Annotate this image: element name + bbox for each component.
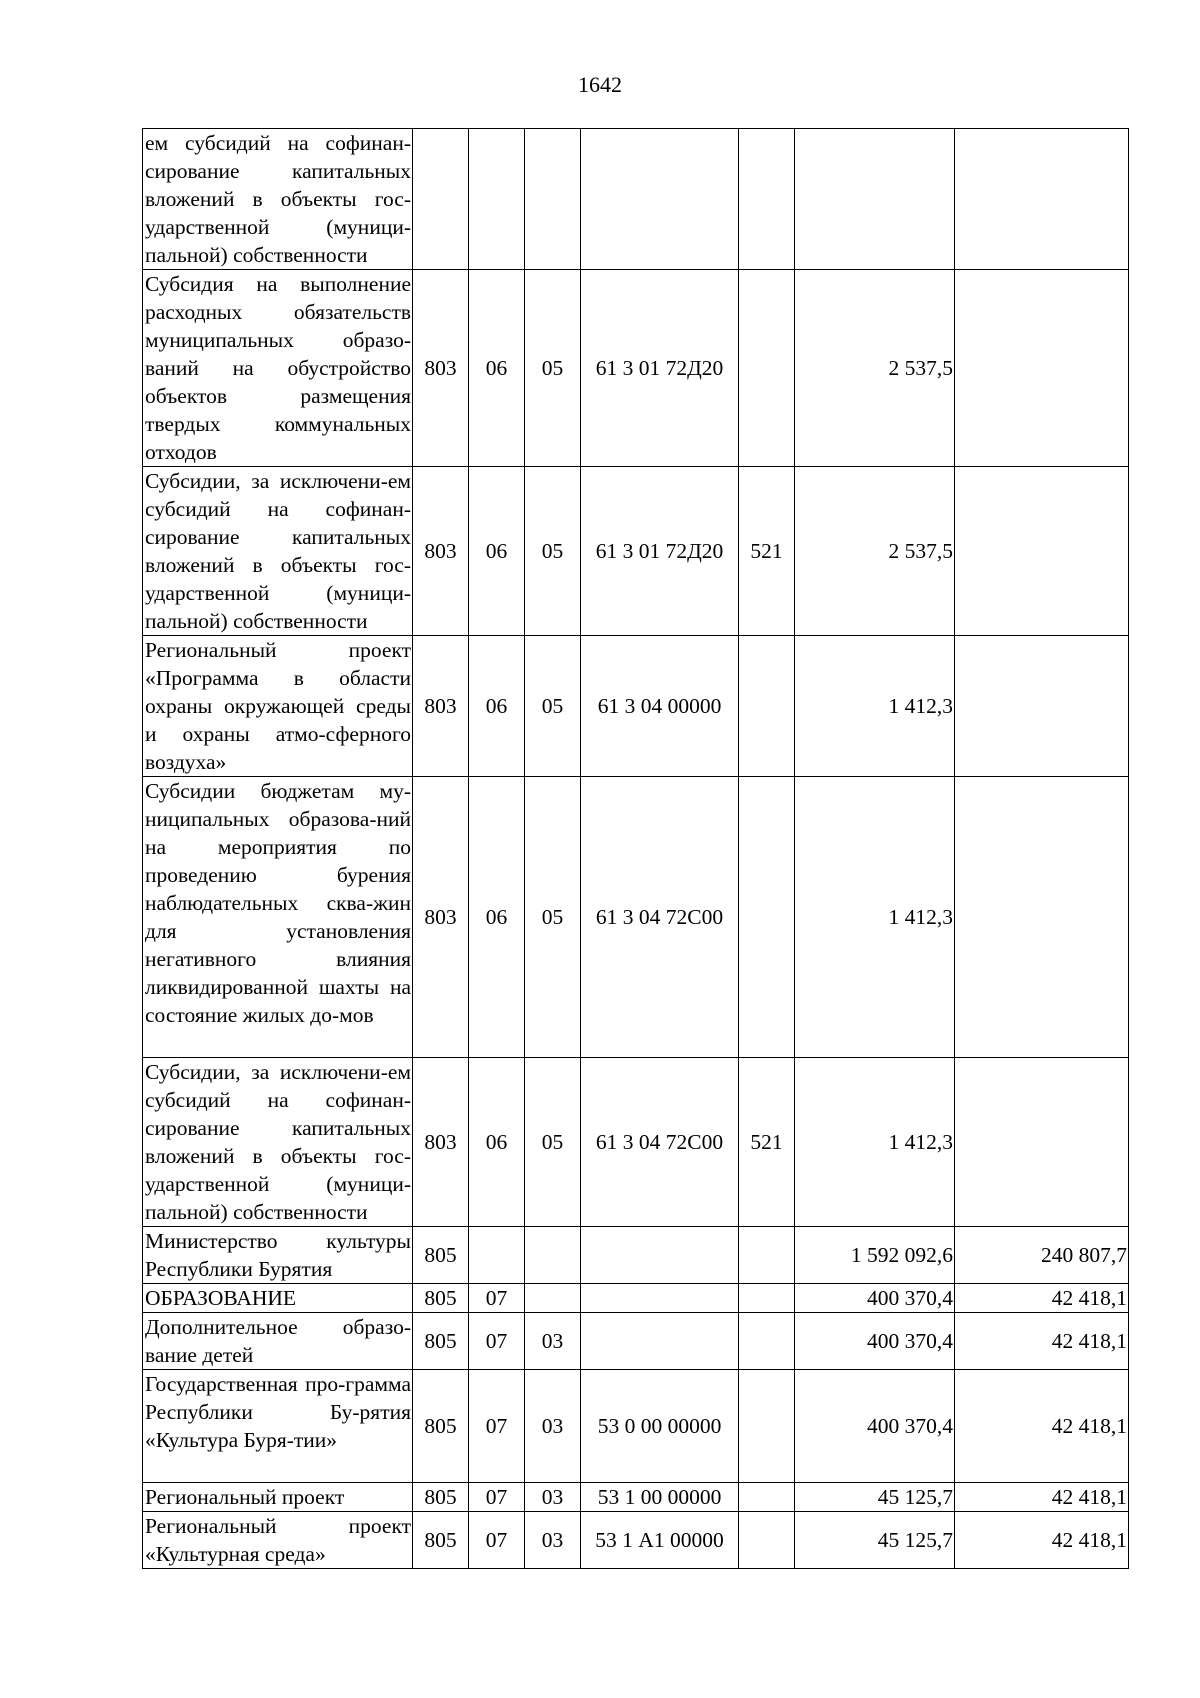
table-row [143,1370,1129,1483]
ministry-code: 805 [413,1512,469,1569]
section-code: 06 [469,1058,525,1227]
table-row [143,1284,1129,1313]
ministry-code: 805 [413,1370,469,1483]
expense-type [739,1483,795,1512]
row-name: Дополнительное образо-вание детей [143,1313,413,1370]
row-name: Субсидии, за исключени-ем субсидий на софинан-сирование капитальных вложений в объекты гос-ударственной (муници-пальной) собственности [143,1058,413,1227]
ministry-code: 803 [413,1058,469,1227]
subsection-code: 05 [525,777,581,1058]
row-name: Министерство культуры Республики Бурятия [143,1227,413,1284]
ministry-code [413,129,469,270]
row-name: Субсидии, за исключени-ем субсидий на софинан-сирование капитальных вложений в объекты гос-ударственной (муници-пальной) собственности [143,467,413,636]
expense-type [739,1227,795,1284]
expense-type [739,1370,795,1483]
amount-1: 45 125,7 [795,1483,955,1512]
amount-2 [955,777,1129,1058]
amount-2 [955,270,1129,467]
table-body [143,129,1129,1569]
amount-1: 45 125,7 [795,1512,955,1569]
target-article: 61 3 04 72С00 [581,1058,739,1227]
table-row [143,636,1129,777]
subsection-code [525,1227,581,1284]
target-article: 61 3 01 72Д20 [581,270,739,467]
table-row [143,1313,1129,1370]
row-name: ем субсидий на софинан-сирование капитальных вложений в объекты гос-ударственной (муници-пальной) собственности [143,129,413,270]
amount-1 [795,129,955,270]
ministry-code: 803 [413,777,469,1058]
table-row [143,777,1129,1058]
row-name: Субсидии бюджетам му-ниципальных образова-ний на мероприятия по проведению бурения наблюдательных сква-жин для установления негативного влияния ликвидированной шахты на состояние жилых до-мов [143,777,413,1058]
section-code: 07 [469,1370,525,1483]
ministry-code: 803 [413,636,469,777]
amount-2 [955,636,1129,777]
section-code: 06 [469,777,525,1058]
subsection-code: 05 [525,636,581,777]
target-article: 61 3 01 72Д20 [581,467,739,636]
section-code [469,129,525,270]
subsection-code: 03 [525,1483,581,1512]
amount-2 [955,1058,1129,1227]
amount-1: 2 537,5 [795,467,955,636]
budget-table [142,128,1129,1569]
subsection-code [525,1284,581,1313]
amount-1: 1 592 092,6 [795,1227,955,1284]
expense-type [739,636,795,777]
table-row [143,1512,1129,1569]
amount-2 [955,129,1129,270]
expense-type [739,270,795,467]
subsection-code: 03 [525,1313,581,1370]
amount-2: 42 418,1 [955,1284,1129,1313]
amount-1: 1 412,3 [795,636,955,777]
row-name: Региональный проект «Культурная среда» [143,1512,413,1569]
ministry-code: 805 [413,1227,469,1284]
target-article [581,1284,739,1313]
ministry-code: 803 [413,270,469,467]
section-code: 06 [469,467,525,636]
amount-2: 42 418,1 [955,1483,1129,1512]
page-number: 1642 [578,72,622,97]
amount-2: 42 418,1 [955,1370,1129,1483]
expense-type [739,777,795,1058]
expense-type [739,1284,795,1313]
expense-type [739,1512,795,1569]
table-row [143,467,1129,636]
amount-1: 1 412,3 [795,777,955,1058]
expense-type [739,129,795,270]
table-row [143,1058,1129,1227]
subsection-code: 03 [525,1512,581,1569]
expense-type [739,1313,795,1370]
subsection-code: 05 [525,467,581,636]
amount-1: 1 412,3 [795,1058,955,1227]
amount-2: 240 807,7 [955,1227,1129,1284]
amount-1: 400 370,4 [795,1284,955,1313]
subsection-code [525,129,581,270]
table-row [143,1227,1129,1284]
target-article [581,1227,739,1284]
row-name: Субсидия на выполнение расходных обязательств муниципальных образо-ваний на обустройство объектов размещения твердых коммунальных отходов [143,270,413,467]
amount-2: 42 418,1 [955,1512,1129,1569]
section-code: 07 [469,1313,525,1370]
subsection-code: 03 [525,1370,581,1483]
table-row [143,129,1129,270]
section-code: 07 [469,1284,525,1313]
amount-1: 400 370,4 [795,1370,955,1483]
amount-2 [955,467,1129,636]
section-code: 07 [469,1483,525,1512]
target-article: 53 0 00 00000 [581,1370,739,1483]
target-article: 53 1 00 00000 [581,1483,739,1512]
table-row [143,270,1129,467]
target-article: 61 3 04 00000 [581,636,739,777]
row-name: Региональный проект [143,1483,413,1512]
amount-2: 42 418,1 [955,1313,1129,1370]
amount-1: 400 370,4 [795,1313,955,1370]
section-code: 06 [469,636,525,777]
ministry-code: 805 [413,1483,469,1512]
subsection-code: 05 [525,1058,581,1227]
target-article: 61 3 04 72С00 [581,777,739,1058]
row-name: Региональный проект «Программа в области охраны окружающей среды и охраны атмо-сферного воздуха» [143,636,413,777]
subsection-code: 05 [525,270,581,467]
section-code: 07 [469,1512,525,1569]
ministry-code: 805 [413,1313,469,1370]
row-name: Государственная про-грамма Республики Бу-рятия «Культура Буря-тии» [143,1370,413,1483]
target-article [581,129,739,270]
expense-type: 521 [739,1058,795,1227]
table-row [143,1483,1129,1512]
amount-1: 2 537,5 [795,270,955,467]
ministry-code: 803 [413,467,469,636]
target-article: 53 1 А1 00000 [581,1512,739,1569]
section-code [469,1227,525,1284]
section-code: 06 [469,270,525,467]
target-article [581,1313,739,1370]
ministry-code: 805 [413,1284,469,1313]
expense-type: 521 [739,467,795,636]
row-name: ОБРАЗОВАНИЕ [143,1284,413,1313]
